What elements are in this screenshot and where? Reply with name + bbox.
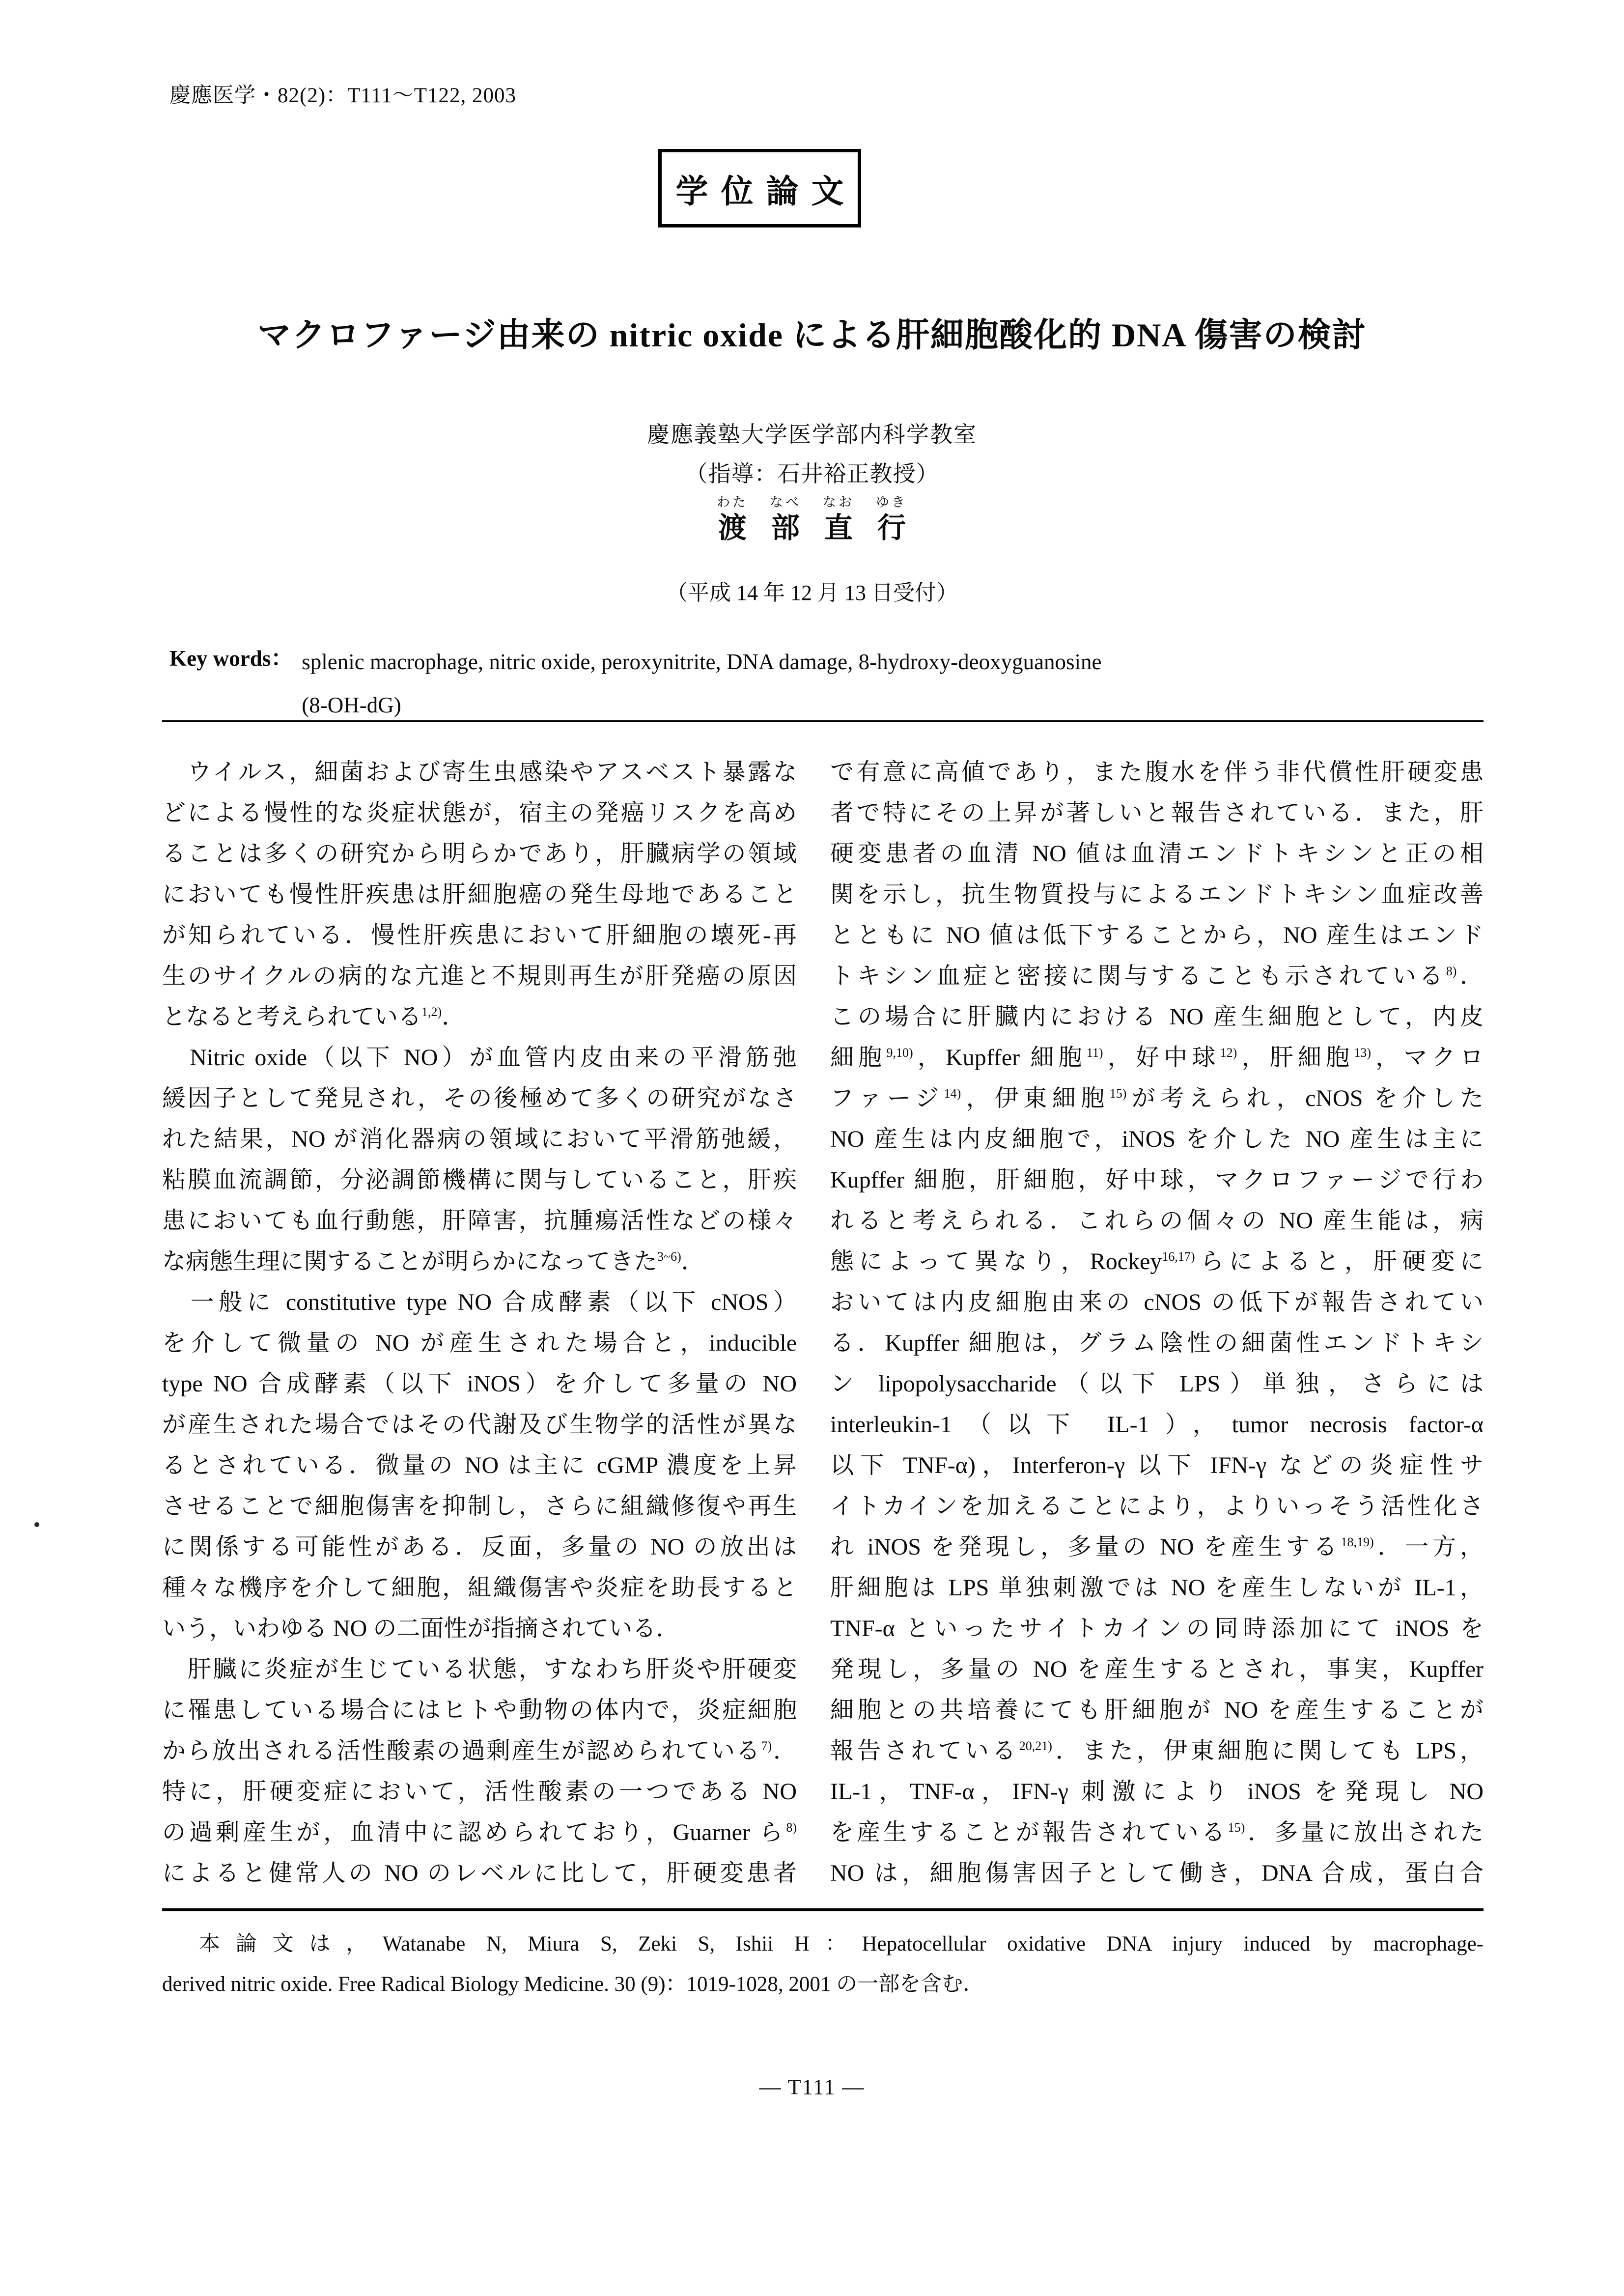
body-line: Nitric oxide（以下 NO）が血管内皮由来の平滑筋弛 xyxy=(162,1045,797,1071)
author-name xyxy=(147,491,1477,543)
body-line: いう，いわゆる NO の二面性が指摘されている． xyxy=(162,1616,680,1642)
footnote-line-1: 本論文は，Watanabe N, Miura S, Zeki S, Ishii H：Hepatocellular oxidative DNA injury induced by macrophage- xyxy=(162,1932,1484,1956)
name-kanji: 行 xyxy=(877,512,906,544)
author-name-char xyxy=(876,491,907,543)
article-type-box xyxy=(658,149,861,227)
body-line: 発現し，多量の NO を産生するとされ，事実，Kupffer xyxy=(830,1656,1484,1682)
body-column-right xyxy=(830,752,1484,1894)
body-line: 以下 TNF-α)，Interferon-γ 以下 IFN-γ などの炎症性サ xyxy=(830,1452,1484,1478)
reference-superscript: 3~6) xyxy=(657,1249,681,1264)
body-line: から放出される活性酸素の過剰産生が認められている$^{7)}$． xyxy=(162,1738,797,1764)
body-line: 粘膜血流調節，分泌調節機構に関与していること，肝疾 xyxy=(162,1167,797,1193)
keywords-line-1: splenic macrophage, nitric oxide, peroxynitrite, DNA damage, 8-hydroxy-deoxyguanosine xyxy=(302,650,1102,674)
body-line: IL-1，TNF-α，IFN-γ 刺激により iNOS を発現し NO xyxy=(830,1779,1484,1805)
author-name-char xyxy=(823,491,854,543)
body-line: となると考えられている$^{1,2)}$． xyxy=(162,1004,466,1030)
body-line: イトカインを加えることにより，よりいっそう活性化さ xyxy=(830,1493,1484,1519)
body-line: な病態生理に関することが明らかになってきた$^{3\sim 6)}$． xyxy=(162,1248,705,1275)
page-number: — T111 — xyxy=(759,2075,865,2099)
body-line: る．Kupffer 細胞は，グラム陰性の細菌性エンドトキシ xyxy=(830,1330,1484,1356)
body-line: 細胞との共培養にても肝細胞が NO を産生することが xyxy=(830,1697,1484,1723)
body-line: ることは多くの研究から明らかであり，肝臓病学の領域 xyxy=(162,841,797,867)
reference-superscript: 9,10) xyxy=(886,1046,913,1060)
footnote-divider-rule xyxy=(162,1908,1484,1911)
scan-artifact-dot xyxy=(34,1522,39,1527)
body-line: 緩因子として発見され，その後極めて多くの研究がなさ xyxy=(162,1085,797,1111)
body-line: 特に，肝硬変症において，活性酸素の一つである NO xyxy=(162,1779,797,1805)
reference-superscript: 16,17) xyxy=(1162,1249,1195,1264)
furigana: なお xyxy=(823,495,854,510)
reference-superscript: 8) xyxy=(786,1820,797,1835)
reference-superscript: 8) xyxy=(1446,964,1457,978)
reference-superscript: 1,2) xyxy=(421,1005,442,1019)
journal-header: 慶應医学・82(2)：T111～T122, 2003 xyxy=(169,84,516,107)
body-line: を産生することが報告されている$^{15)}$．多量に放出された xyxy=(830,1819,1484,1845)
reference-superscript: 7) xyxy=(761,1739,772,1753)
reference-superscript: 11) xyxy=(1086,1046,1103,1060)
body-line: 態によって異なり，Rockey$^{16,17)}$らによると，肝硬変に xyxy=(830,1248,1484,1275)
reference-superscript: 13) xyxy=(1354,1046,1372,1060)
body-column-left xyxy=(162,752,797,1894)
body-line: を介して微量の NO が産生された場合と，inducible xyxy=(162,1330,797,1356)
name-kanji: 直 xyxy=(824,512,853,544)
body-line: 者で特にその上昇が著しいと報告されている．また，肝 xyxy=(830,800,1484,826)
footnote-block xyxy=(162,1924,1484,2005)
body-line: に関係する可能性がある．反面，多量の NO の放出は xyxy=(162,1534,797,1560)
body-line: Kupffer 細胞，肝細胞，好中球，マクロファージで行わ xyxy=(830,1167,1484,1193)
body-line: NO は，細胞傷害因子として働き，DNA 合成，蛋白合 xyxy=(830,1860,1484,1886)
body-line: の過剰産生が，血清中に認められており，Guarner ら$^{8)}$ xyxy=(162,1819,797,1845)
body-line: においても慢性肝疾患は肝細胞癌の発生母地であること xyxy=(162,881,797,907)
received-date: （平成 14 年 12 月 13 日受付） xyxy=(666,581,958,605)
body-line: れ iNOS を発現し，多量の NO を産生する$^{18,19)}$．一方， xyxy=(830,1534,1484,1560)
body-line: で有意に高値であり，また腹水を伴う非代償性肝硬変患 xyxy=(830,759,1484,785)
keywords-label: Key words： xyxy=(169,646,293,671)
body-line: 肝臓に炎症が生じている状態，すなわち肝炎や肝硬変 xyxy=(162,1656,797,1682)
body-line: によると健常人の NO のレベルに比して，肝硬変患者 xyxy=(162,1860,797,1886)
body-line: type NO 合成酵素（以下 iNOS）を介して多量の NO xyxy=(162,1371,797,1397)
body-line: interleukin-1（以下 IL-1），tumor necrosis factor-α xyxy=(830,1412,1484,1438)
reference-superscript: 20,21) xyxy=(1019,1739,1052,1753)
body-line: 報告されている$^{20,21)}$．また，伊東細胞に関しても LPS， xyxy=(830,1738,1484,1764)
body-line: NO 産生は内皮細胞で，iNOS を介した NO 産生は主に xyxy=(830,1126,1484,1152)
footnote-line-2: derived nitric oxide. Free Radical Biology Medicine. 30 (9)：1019-1028, 2001 の一部を含む． xyxy=(162,1973,984,1996)
body-line: るとされている．微量の NO は主に cGMP 濃度を上昇 xyxy=(162,1452,797,1478)
body-line: ウイルス，細菌および寄生虫感染やアスベスト暴露な xyxy=(162,759,797,785)
body-line: 患においても血行動態，肝障害，抗腫瘍活性などの様々 xyxy=(162,1208,797,1234)
keywords-body xyxy=(302,640,1101,727)
body-line: ン lipopolysaccharide（以下 LPS）単独，さらには xyxy=(830,1371,1484,1397)
article-type-label: 学位論文 xyxy=(675,172,857,209)
body-line: おいては内皮細胞由来の cNOS の低下が報告されてい xyxy=(830,1289,1484,1315)
furigana: なべ xyxy=(770,495,801,510)
advisor-line: （指導：石井裕正教授） xyxy=(685,461,939,486)
body-line: れると考えられる．これらの個々の NO 産生能は，病 xyxy=(830,1208,1484,1234)
paper-title: マクロファージ由来の nitric oxide による肝細胞酸化的 DNA 傷害の検討 xyxy=(257,316,1367,354)
body-line: 一般に constitutive type NO 合成酵素（以下 cNOS） xyxy=(162,1289,797,1315)
body-line: 関を示し，抗生物質投与によるエンドトキシン血症改善 xyxy=(830,881,1484,907)
body-line: この場合に肝臓内における NO 産生細胞として，内皮 xyxy=(830,1004,1484,1030)
affiliation: 慶應義塾大学医学部内科学教室 xyxy=(647,422,977,447)
reference-superscript: 15) xyxy=(1109,1086,1127,1101)
body-line: どによる慢性的な炎症状態が，宿主の発癌リスクを高め xyxy=(162,800,797,826)
name-kanji: 部 xyxy=(771,512,800,544)
keywords-block xyxy=(169,640,1476,727)
body-line: 生のサイクルの病的な亢進と不規則再生が肝発癌の原因 xyxy=(162,963,797,989)
body-line: ファージ$^{14)}$，伊東細胞$^{15)}$が考えられ，cNOS を介した xyxy=(830,1085,1484,1111)
author-name-char xyxy=(770,491,801,543)
name-kanji: 渡 xyxy=(718,512,747,544)
author-name-char xyxy=(717,491,748,543)
reference-superscript: 15) xyxy=(1228,1820,1245,1835)
body-line: TNF-α といったサイトカインの同時添加にて iNOS を xyxy=(830,1616,1484,1642)
reference-superscript: 14) xyxy=(944,1086,961,1101)
body-line: に罹患している場合にはヒトや動物の体内で，炎症細胞 xyxy=(162,1697,797,1723)
reference-superscript: 12) xyxy=(1220,1046,1237,1060)
body-line: 種々な機序を介して細胞，組織傷害や炎症を助長すると xyxy=(162,1575,797,1601)
body-line: れた結果，NO が消化器病の領域において平滑筋弛緩， xyxy=(162,1126,797,1152)
keywords-line-2: (8-OH-dG) xyxy=(302,693,401,717)
body-line: させることで細胞傷害を抑制し，さらに組織修復や再生 xyxy=(162,1493,797,1519)
body-line: 肝細胞は LPS 単独刺激では NO を産生しないが IL-1， xyxy=(830,1575,1484,1601)
body-line: が産生された場合ではその代謝及び生物学的活性が異な xyxy=(162,1412,797,1438)
keywords-divider-rule xyxy=(162,720,1484,722)
body-line: トキシン血症と密接に関与することも示されている$^{8)}$． xyxy=(830,963,1484,989)
body-line: が知られている．慢性肝疾患において肝細胞の壊死-再 xyxy=(162,922,797,948)
reference-superscript: 18,19) xyxy=(1341,1535,1374,1549)
body-line: 細胞$^{9,10)}$，Kupffer 細胞$^{11)}$，好中球$^{12)}$，肝細胞$^{13)}$，マクロ xyxy=(830,1045,1484,1071)
furigana: わた xyxy=(717,495,748,510)
furigana: ゆき xyxy=(876,495,907,510)
body-line: 硬変患者の血清 NO 値は血清エンドトキシンと正の相 xyxy=(830,841,1484,867)
body-line: とともに NO 値は低下することから，NO 産生はエンド xyxy=(830,922,1484,948)
